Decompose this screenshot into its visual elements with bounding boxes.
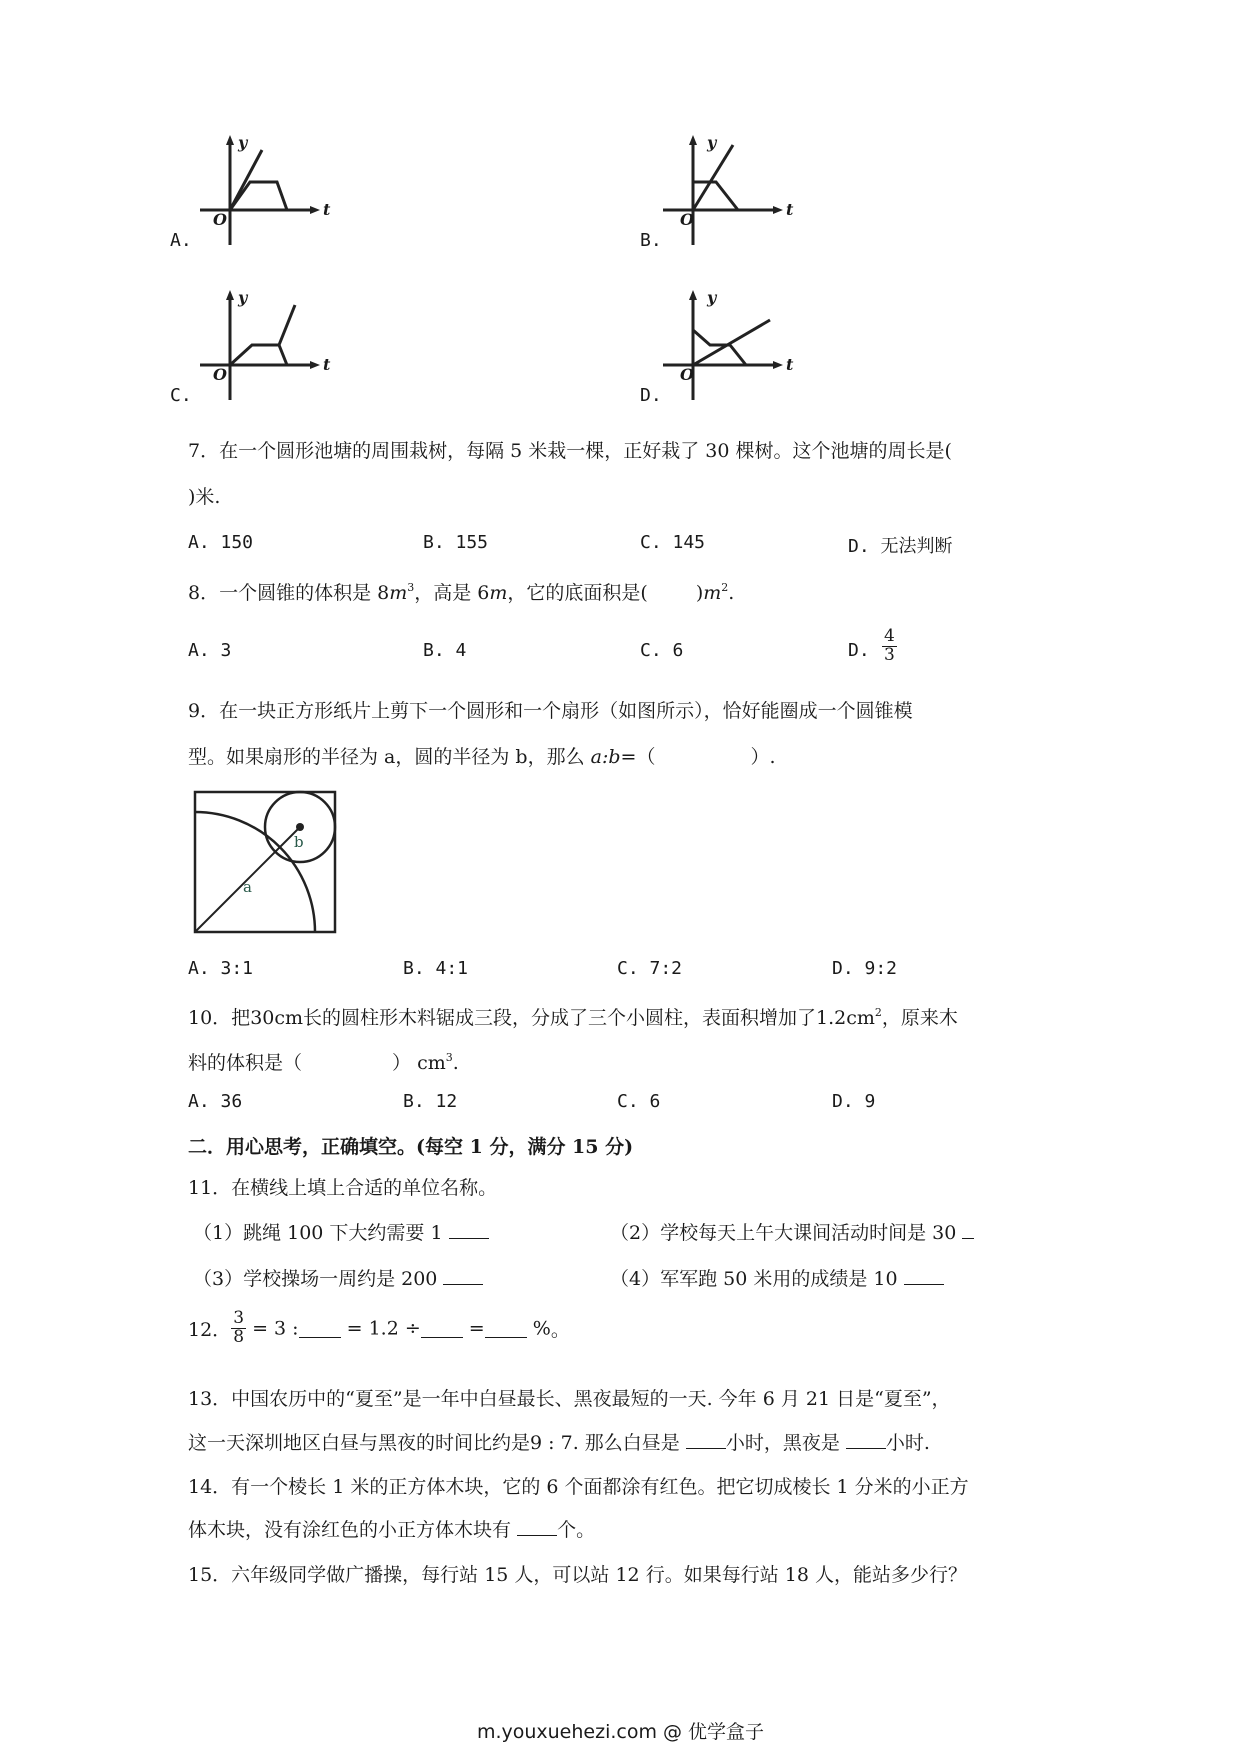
q11-part4: （4）军军跑 50 米用的成绩是 10 bbox=[610, 1264, 944, 1291]
footer-watermark: m.youxuehezi.com @ 优学盒子 bbox=[476, 1721, 765, 1743]
q9-option-a: A. 3:1 bbox=[188, 958, 254, 979]
q7-line2: )米. bbox=[188, 486, 221, 508]
q9-figure-a-label: a bbox=[243, 878, 252, 896]
q13-line2: 这一天深圳地区白昼与黑夜的时间比约是9 : 7. 那么白昼是 小时，黑夜是 小时. bbox=[188, 1432, 930, 1454]
q15-line1: 15．六年级同学做广播操，每行站 15 人，可以站 12 行。如果每行站 18 人，能站多少行？ bbox=[188, 1564, 967, 1586]
q11-part3: （3）学校操场一周约是 200 bbox=[193, 1264, 483, 1291]
graph-c-y-label: y bbox=[238, 288, 248, 307]
q9-line1: 9．在一块正方形纸片上剪下一个圆形和一个扇形（如图所示），恰好能圈成一个圆锥模 bbox=[188, 700, 913, 722]
q12: 12． $\frac{3}{8}$ = 3 : = 1.2 ÷ = %。 bbox=[188, 1308, 570, 1347]
graph-d bbox=[658, 290, 788, 405]
graph-c-t-label: t bbox=[323, 355, 331, 374]
q10-line1: 10．把30cm长的圆柱形木料锯成三段，分成了三个小圆柱，表面积增加了$1.2cm^2$，原来木 bbox=[188, 1006, 958, 1029]
q9-option-d: D. 9:2 bbox=[832, 958, 898, 979]
graph-d-t-label: t bbox=[786, 355, 794, 374]
section2-title: 二．用心思考，正确填空。(每空 1 分，满分 15 分) bbox=[188, 1136, 634, 1158]
q8-option-c: C. 6 bbox=[640, 640, 684, 661]
q8-option-a: A. 3 bbox=[188, 640, 232, 661]
q13-line1: 13．中国农历中的“夏至”是一年中白昼最长、黑夜最短的一天. 今年 6 月 21 日是“夏至”， bbox=[188, 1388, 951, 1410]
graph-b-y-label: y bbox=[707, 133, 717, 152]
q8-option-d-fraction: $\frac{4}{3}$ bbox=[884, 626, 895, 665]
q9-line2: 型。如果扇形的半径为 a，圆的半径为 b，那么 a:b=（ ）. bbox=[188, 746, 776, 768]
q14-line1: 14．有一个棱长 1 米的正方体木块，它的 6 个面都涂有红色。把它切成棱长 1 分米的小正方 bbox=[188, 1476, 969, 1498]
graph-a-y-label: y bbox=[238, 133, 248, 152]
q11-part2: （2）学校每天上午大课间活动时间是 30 bbox=[610, 1218, 974, 1245]
graph-d-option-label: D. bbox=[640, 385, 662, 406]
q14-line2: 体木块，没有涂红色的小正方体木块有 个。 bbox=[188, 1519, 596, 1541]
graph-a-t-label: t bbox=[323, 200, 331, 219]
graph-b-origin-label: O bbox=[680, 210, 694, 229]
graph-b bbox=[658, 135, 788, 250]
q8-stem: 8．一个圆锥的体积是 $8m^3$，高是 6m，它的底面积是( )$m^2$. bbox=[188, 581, 735, 604]
q7-option-d: D. 无法判断 bbox=[848, 536, 953, 557]
q9-option-b: B. 4:1 bbox=[403, 958, 469, 979]
graph-c-origin-label: O bbox=[213, 365, 227, 384]
graph-c bbox=[195, 290, 325, 405]
q7-line1: 7．在一个圆形池塘的周围栽树，每隔 5 米栽一棵，正好栽了 30 棵树。这个池塘的周长是( bbox=[188, 440, 952, 462]
q9-figure-b-label: b bbox=[294, 833, 304, 851]
q9-option-c: C. 7:2 bbox=[617, 958, 683, 979]
q9-figure bbox=[193, 790, 337, 934]
q10-line2: 料的体积是（ ） $cm^3$. bbox=[188, 1051, 459, 1074]
graph-b-option-label: B. bbox=[640, 230, 662, 251]
q8-option-d: D. bbox=[848, 640, 870, 661]
graph-c-option-label: C. bbox=[170, 385, 192, 406]
q8-option-b: B. 4 bbox=[423, 640, 467, 661]
graph-a bbox=[195, 135, 325, 250]
graph-d-origin-label: O bbox=[680, 365, 694, 384]
q10-option-d: D. 9 bbox=[832, 1091, 876, 1112]
graph-a-origin-label: O bbox=[213, 210, 227, 229]
graph-b-t-label: t bbox=[786, 200, 794, 219]
graph-a-option-label: A. bbox=[170, 230, 192, 251]
q7-option-c: C. 145 bbox=[640, 532, 706, 553]
q10-option-b: B. 12 bbox=[403, 1091, 458, 1112]
q11-stem: 11．在横线上填上合适的单位名称。 bbox=[188, 1177, 498, 1199]
q10-option-c: C. 6 bbox=[617, 1091, 661, 1112]
q11-part1: （1）跳绳 100 下大约需要 1 bbox=[193, 1218, 489, 1245]
q7-option-b: B. 155 bbox=[423, 532, 489, 553]
q10-option-a: A. 36 bbox=[188, 1091, 243, 1112]
graph-d-y-label: y bbox=[707, 288, 717, 307]
q7-option-a: A. 150 bbox=[188, 532, 254, 553]
